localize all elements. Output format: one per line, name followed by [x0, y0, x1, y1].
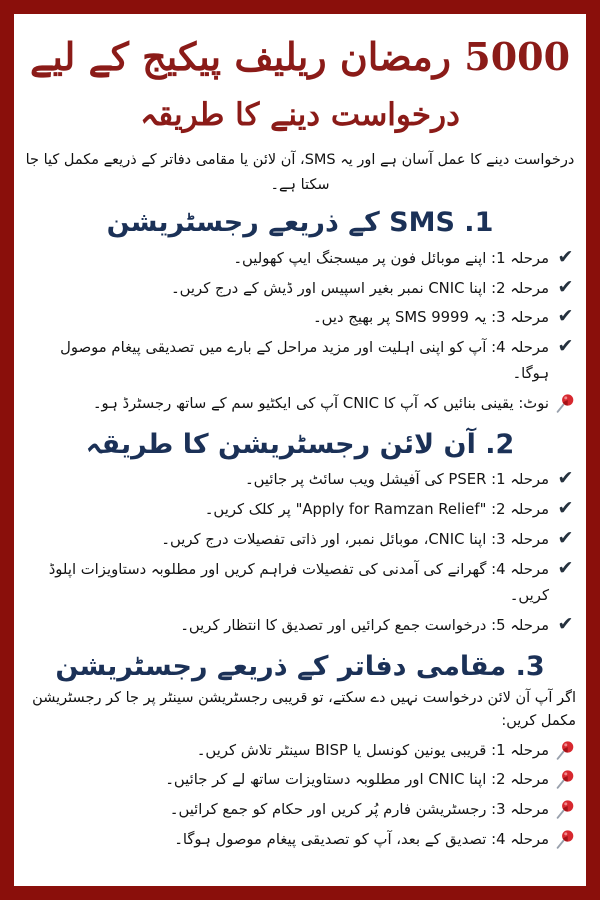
step-item: [22, 555, 578, 611]
section-sms-registration: [22, 205, 578, 419]
step-text: مرحلہ 4: تصدیق کے بعد، آپ کو تصدیقی پیغام موصول ہوگا۔: [174, 831, 549, 849]
check-icon: ✔: [557, 612, 574, 635]
steps-list: [22, 465, 578, 640]
step-text: مرحلہ 2: "Apply for Ramzan Relief" پر کلک کریں۔: [204, 501, 549, 519]
step-text: مرحلہ 1: اپنے موبائل فون پر میسجنگ ایپ کھولیں۔: [233, 249, 549, 267]
check-icon: ✔: [557, 335, 574, 358]
step-text: مرحلہ 5: درخواست جمع کرائیں اور تصدیق کا انتظار کریں۔: [180, 616, 549, 634]
section-heading: 1. SMS کے ذریعے رجسٹریشن: [106, 207, 494, 239]
pin-icon: [555, 740, 576, 761]
step-item: [22, 244, 578, 274]
section-heading: 3. مقامی دفاتر کے ذریعے رجسٹریشن: [55, 650, 545, 682]
step-text: مرحلہ 4: آپ کو اپنی اہلیت اور مزید مراحل کے بارے میں تصدیقی پیغام موصول ہوگا۔: [60, 339, 549, 383]
pin-icon: [555, 769, 576, 790]
pin-icon: [555, 799, 576, 820]
step-text: مرحلہ 1: قریبی یونین کونسل یا BISP سینٹر تلاش کریں۔: [196, 741, 549, 759]
step-text: مرحلہ 3: یہ SMS 9999 پر بھیج دیں۔: [312, 309, 549, 327]
steps-list: [22, 244, 578, 419]
step-item: [22, 495, 578, 525]
step-item: [22, 333, 578, 389]
step-text: مرحلہ 1: PSER کی آفیشل ویب سائٹ پر جائیں۔: [244, 471, 549, 489]
step-text: مرحلہ 3: رجسٹریشن فارم پُر کریں اور حکام کو جمع کرائیں۔: [169, 801, 549, 819]
section-online-registration: [22, 427, 578, 641]
check-icon: ✔: [557, 497, 574, 520]
check-icon: ✔: [557, 557, 574, 580]
step-item: [22, 765, 578, 795]
page-intro: درخواست دینے کا عمل آسان ہے اور یہ SMS، آن لائن یا مقامی دفاتر کے ذریعے مکمل کیا جا سکتا ہے۔: [25, 151, 575, 193]
check-icon: ✔: [557, 305, 574, 328]
step-text: مرحلہ 4: گھرانے کی آمدنی کی تفصیلات فراہم کریں اور مطلوبہ دستاویزات اپلوڈ کریں۔: [48, 561, 549, 604]
pin-icon: [555, 829, 576, 850]
step-text: مرحلہ 3: اپنا CNIC، موبائل نمبر، اور ذاتی تفصیلات درج کریں۔: [161, 531, 549, 549]
note-item: [22, 389, 578, 419]
check-icon: ✔: [557, 527, 574, 550]
section-heading: 2. آن لائن رجسٹریشن کا طریقہ: [85, 429, 515, 460]
section-intro: اگر آپ آن لائن درخواست نہیں دے سکتے، تو قریبی رجسٹریشن سینٹر پر جا کر رجسٹریشن مکمل کریں:: [32, 690, 576, 730]
steps-list: [22, 736, 578, 856]
step-item: [22, 611, 578, 641]
step-item: [22, 465, 578, 495]
page-subtitle: درخواست دینے کا طریقہ: [140, 97, 460, 133]
page-title: 5000 رمضان ریلیف پیکیج کے لیے: [29, 34, 571, 79]
check-icon: ✔: [557, 275, 574, 298]
step-item: [22, 274, 578, 304]
step-item: [22, 736, 578, 766]
section-local-office-registration: [22, 649, 578, 855]
step-item: [22, 795, 578, 825]
step-item: [22, 303, 578, 333]
check-icon: ✔: [557, 467, 574, 490]
step-text: مرحلہ 2: اپنا CNIC اور مطلوبہ دستاویزات ساتھ لے کر جائیں۔: [165, 771, 549, 789]
step-text: نوٹ: یقینی بنائیں کہ آپ کا CNIC آپ کی ایکٹیو سم کے ساتھ رجسٹرڈ ہو۔: [92, 395, 549, 413]
pin-icon: [555, 393, 576, 414]
step-item: [22, 825, 578, 855]
step-item: [22, 525, 578, 555]
check-icon: ✔: [557, 245, 574, 268]
step-text: مرحلہ 2: اپنا CNIC نمبر بغیر اسپیس اور ڈیش کے درج کریں۔: [170, 279, 549, 297]
